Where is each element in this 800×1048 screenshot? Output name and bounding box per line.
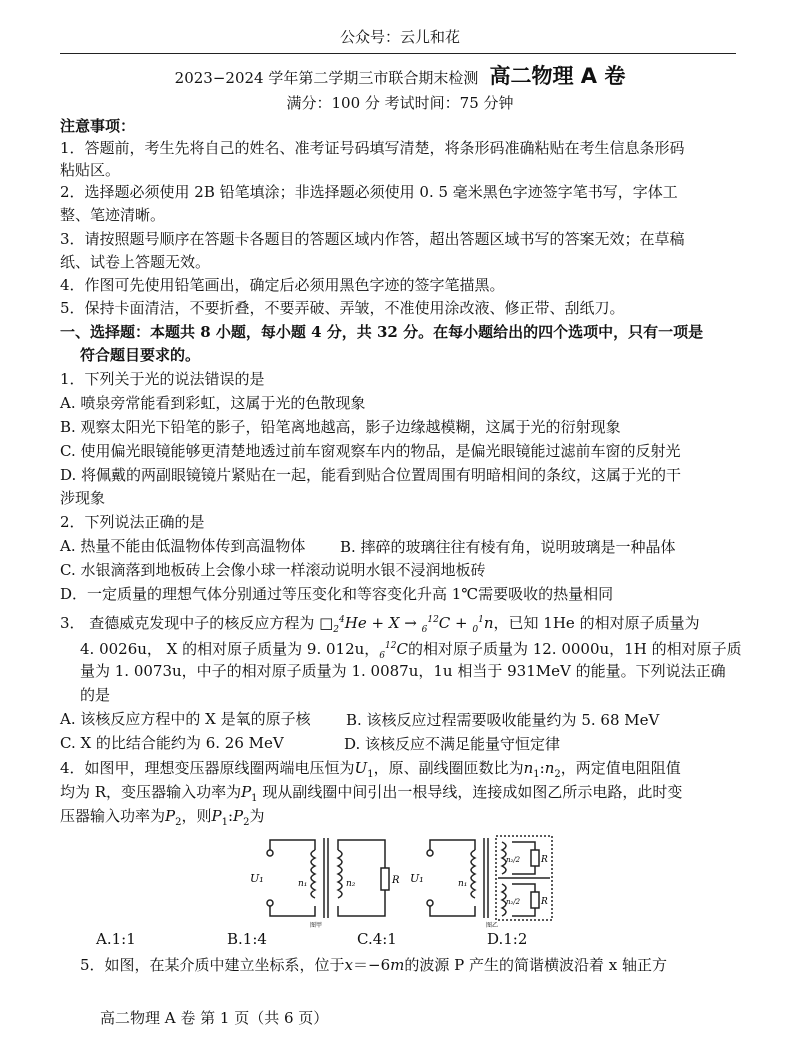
q1-option-a: A. 喷泉旁常能看到彩虹，这属于光的色散现象 xyxy=(60,394,366,412)
page-footer: 高二物理 A 卷 第 1 页（共 6 页） xyxy=(100,1009,329,1027)
q1-option-d-cont: 涉现象 xyxy=(60,489,106,507)
q4-line2-b: 现从副线圈中间引出一根导线，连接成如图乙所示电路，此时变 xyxy=(257,783,683,801)
q2-option-b: B. 摔碎的玻璃往往有棱有角，说明玻璃是一种晶体 xyxy=(340,538,676,556)
fig-n1-yi: n₁ xyxy=(458,879,468,889)
q4-option-d: D.1:2 xyxy=(487,930,528,948)
q3-line2-a: 4. 0026u， X 的相对原子质量为 9. 012u， xyxy=(80,640,380,658)
q3-option-d: D. 该核反应不满足能量守恒定律 xyxy=(344,735,561,753)
q4-option-b: B.1:4 xyxy=(227,930,267,948)
q3-line3: 量为 1. 0073u，中子的相对原子质量为 1. 0087u，1u 相当于 931MeV 的能量。下列说法正确 xyxy=(80,662,726,680)
figure-yi xyxy=(427,836,552,920)
p1-symbol: P xyxy=(241,783,252,801)
fig-r-top: R xyxy=(541,855,548,865)
q4-line1: 4．如图甲，理想变压器原线圈两端电压恒为$U_1$，原、副线圈匝数比为$n_1:n_2$，两定值电阻阻值 xyxy=(60,759,681,780)
header-divider xyxy=(60,53,736,54)
q2-option-c: C. 水银滴落到地板砖上会像小球一样滚动说明水银不浸润地板砖 xyxy=(60,561,486,579)
notice-heading: 注意事项： xyxy=(60,117,136,135)
fig-u1: U₁ xyxy=(250,872,264,885)
exam-title xyxy=(0,60,800,90)
notice-line: 4．作图可先使用铅笔画出，确定后必须用黑色字迹的签字笔描黑。 xyxy=(60,276,505,294)
notice-line: 纸、试卷上答题无效。 xyxy=(60,253,211,271)
q4-line2: 均为 R，变压器输入功率为$P_1$ 现从副线圈中间引出一根导线，连接成如图乙所示电路，此时变 xyxy=(60,783,683,804)
carbon-symbol: $_6^{12}$C xyxy=(379,640,408,661)
q4-line3: 压器输入功率为$P_2$，则$P_1:P_2$为 xyxy=(60,807,265,828)
q1-option-c: C. 使用偏光眼镜能够更清楚地透过前车窗观察车内的物品，是偏光眼镜能过滤前车窗的反射光 xyxy=(60,442,681,460)
q4-line3-c: 为 xyxy=(249,807,265,825)
section-heading-cont: 符合题目要求的。 xyxy=(80,346,201,364)
fig-u1-yi: U₁ xyxy=(410,872,424,885)
exam-title-small: 2023−2024 学年第二学期三市联合期末检测 xyxy=(174,69,479,87)
notice-line: 粘贴区。 xyxy=(60,161,121,179)
fig-n2: n₂ xyxy=(346,879,356,889)
p2-symbol: P xyxy=(165,807,176,825)
q5-stem-pre: 5．如图，在某介质中建立坐标系，位于 xyxy=(80,956,345,974)
u1-symbol: U xyxy=(354,759,368,777)
notice-line: 2．选择题必须使用 2B 铅笔填涂；非选择题必须使用 0. 5 毫米黑色字迹签字笔书写，字体工 xyxy=(60,183,678,201)
q1-option-b: B. 观察太阳光下铅笔的影子，铅笔离地越高，影子边缘越模糊，这属于光的衍射现象 xyxy=(60,418,621,436)
fig-r-bottom: R xyxy=(541,897,548,907)
q5-stem-post: 的波源 P 产生的简谐横波沿着 x 轴正方 xyxy=(404,956,668,974)
q3-option-c: C. X 的比结合能约为 6. 26 MeV xyxy=(60,734,284,752)
q5-stem: 5．如图，在某介质中建立坐标系，位于x＝−6m的波源 P 产生的简谐横波沿着 x 轴正方 xyxy=(80,956,668,974)
fig-yi-caption: 图乙 xyxy=(486,922,499,928)
q4-line3-b: ，则 xyxy=(181,807,212,825)
q4-line1-b: ，原、副线圈匝数比为 xyxy=(373,759,524,777)
q3-option-b: B. 该核反应过程需要吸收能量约为 5. 68 MeV xyxy=(346,711,660,729)
q3-line2-b: 的相对原子质量为 12. 0000u，1H 的相对原子质 xyxy=(407,640,742,658)
q3-stem-post: ，已知 1He 的相对原子质量为 xyxy=(493,614,700,632)
q1-stem: 1．下列关于光的说法错误的是 xyxy=(60,370,265,388)
fig-r: R xyxy=(392,875,400,886)
notice-line: 1．答题前，考生先将自己的姓名、准考证号码填写清楚，将条形码准确粘贴在考生信息条形码 xyxy=(60,139,685,157)
exam-title-big: 高二物理 A 卷 xyxy=(489,64,626,88)
q4-line1-a: 4．如图甲，理想变压器原线圈两端电压恒为 xyxy=(60,759,355,777)
q3-line4: 的是 xyxy=(80,686,111,704)
notice-line: 5．保持卡面清洁，不要折叠，不要弄破、弄皱，不准使用涂改液、修正带、刮纸刀。 xyxy=(60,299,625,317)
q4-option-a: A.1:1 xyxy=(96,930,136,948)
fig-half-bottom: n₂/2 xyxy=(506,898,521,906)
source-position: x xyxy=(344,956,354,974)
fig-n1: n₁ xyxy=(298,879,308,889)
nuclear-equation: $□_2^4He + X \to _6^{12}C + _0^1n$ xyxy=(314,614,494,635)
q4-line1-c: ，两定值电阻阻值 xyxy=(560,759,681,777)
q1-option-d: D. 将佩戴的两副眼镜镜片紧贴在一起，能看到贴合位置周围有明暗相间的条纹，这属于光的干 xyxy=(60,466,682,484)
source-header: 公众号：云儿和花 xyxy=(339,28,460,46)
p-ratio-symbol: P xyxy=(211,807,222,825)
figure-jia xyxy=(267,838,389,918)
q3-stem-pre: 3． 查德威克发现中子的核反应方程为 xyxy=(60,614,315,632)
exam-meta: 满分：100 分 考试时间：75 分钟 xyxy=(286,94,514,112)
q2-stem: 2．下列说法正确的是 xyxy=(60,513,205,531)
notice-line: 3．请按照题号顺序在答题卡各题目的答题区域内作答，超出答题区域书写的答案无效；在草稿 xyxy=(60,230,685,248)
q2-option-a: A. 热量不能由低温物体传到高温物体 xyxy=(60,537,306,555)
q4-line3-a: 压器输入功率为 xyxy=(60,807,166,825)
q4-line2-a: 均为 R，变压器输入功率为 xyxy=(60,783,242,801)
notice-line: 整、笔迹清晰。 xyxy=(60,206,166,224)
section-heading: 一、选择题：本题共 8 小题，每小题 4 分，共 32 分。在每小题给出的四个选项中，只有一项是 xyxy=(60,323,704,341)
ratio-symbol: n xyxy=(523,759,534,777)
transformer-figure xyxy=(250,828,560,928)
q3-option-a: A. 该核反应方程中的 X 是氧的原子核 xyxy=(60,710,311,728)
q4-option-c: C.4:1 xyxy=(357,930,397,948)
fig-jia-caption: 图甲 xyxy=(310,922,323,928)
fig-half-top: n₂/2 xyxy=(506,856,521,864)
q2-option-d: D．一定质量的理想气体分别通过等压变化和等容变化升高 1℃需要吸收的热量相同 xyxy=(60,585,614,603)
